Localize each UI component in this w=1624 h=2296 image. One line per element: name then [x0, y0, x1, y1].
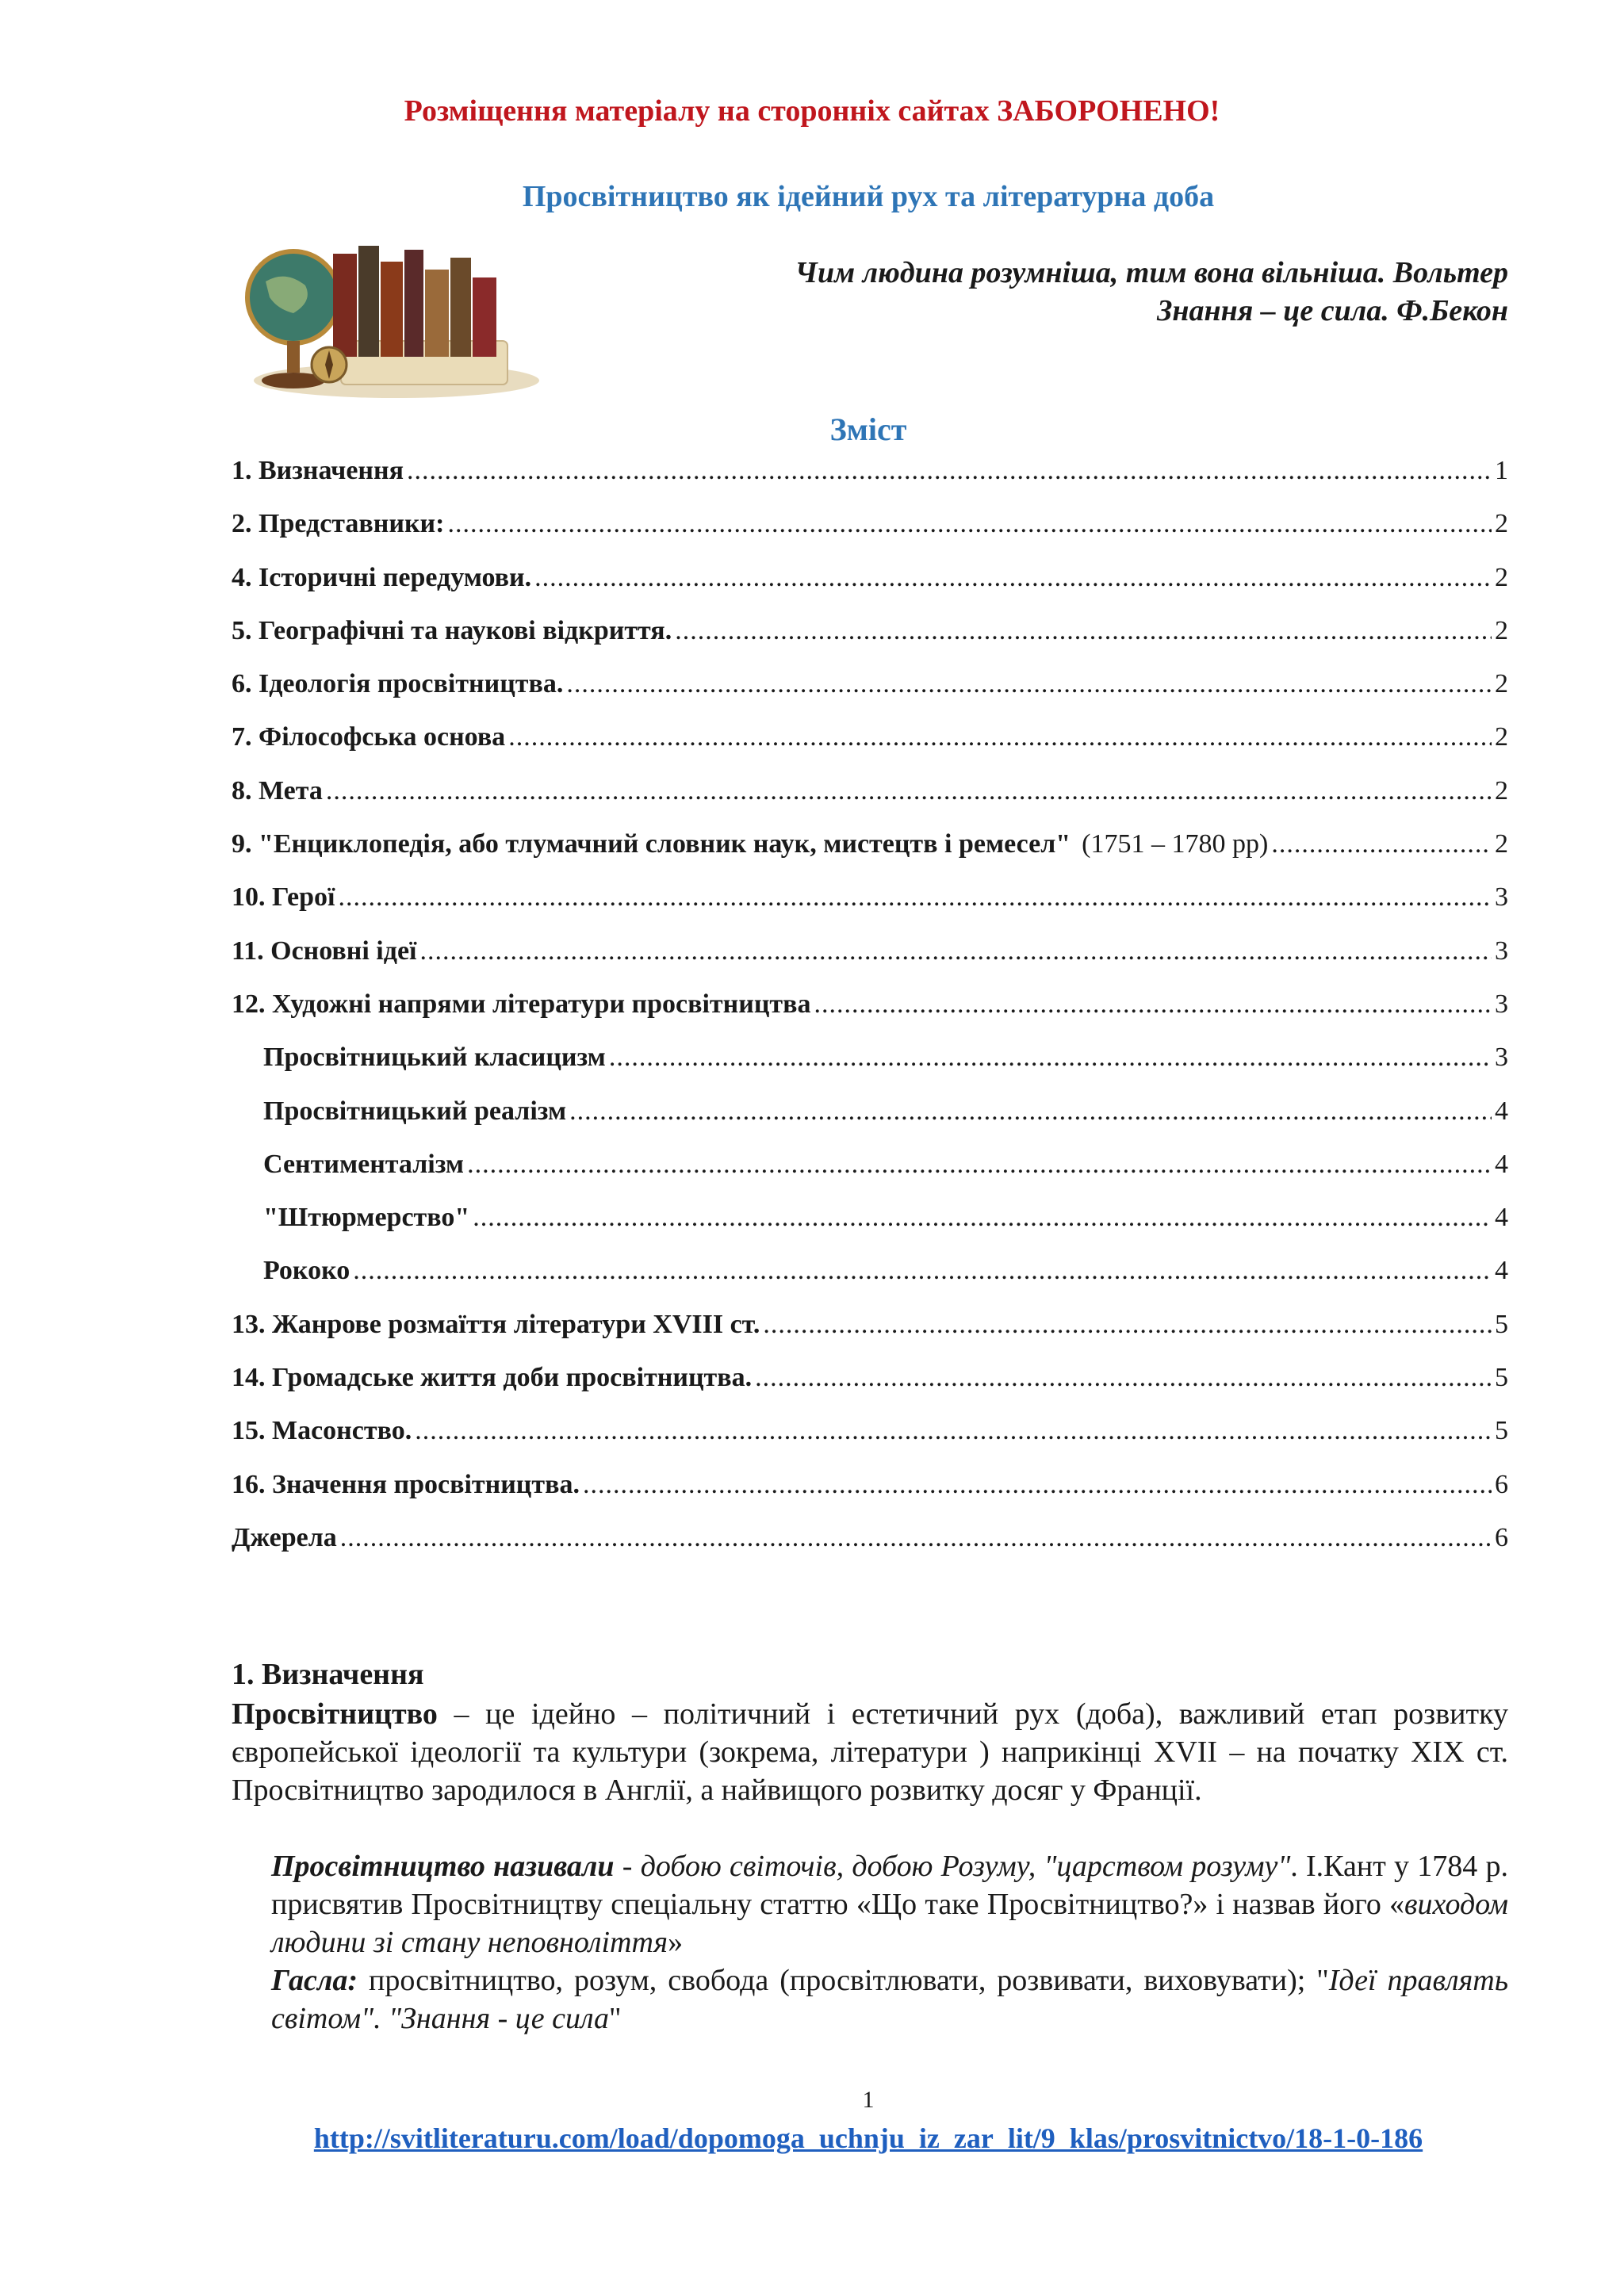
book-spine: [333, 254, 357, 357]
toc-page-number: 3: [1495, 989, 1508, 1019]
toc-page-number: 3: [1495, 882, 1508, 913]
toc-leader-dots: [353, 1244, 1492, 1297]
toc-leader-dots: [1271, 817, 1492, 871]
term-called: Просвітництво називали: [271, 1850, 615, 1883]
toc-leader-dots: [763, 1298, 1492, 1351]
slogans-end: ": [608, 2002, 622, 2035]
toc-page-number: 5: [1495, 1363, 1508, 1393]
quote-voltaire: Чим людина розумніша, тим вона вільніша. Вольтер: [795, 256, 1508, 289]
toc-entry[interactable]: [232, 710, 1508, 763]
toc-entry[interactable]: [232, 871, 1508, 924]
toc-entry[interactable]: [232, 1458, 1508, 1511]
toc-leader-dots: [447, 497, 1492, 550]
toc-subentry[interactable]: [232, 1031, 1508, 1084]
toc-entry[interactable]: [232, 764, 1508, 817]
page-number: 1: [862, 2087, 875, 2113]
toc-entry[interactable]: [232, 497, 1508, 550]
kant-quote: виходом людини зі стану неповноліття: [271, 1888, 1508, 1959]
dash: -: [614, 1850, 641, 1883]
toc-entry-label: 12. Художні напрями літератури просвітництва: [232, 989, 811, 1019]
toc-entry[interactable]: [232, 924, 1508, 978]
book-spine: [473, 277, 496, 357]
term-slogans: Гасла:: [271, 1964, 358, 1997]
toc-entry-label: 4. Історичні передумови.: [232, 562, 532, 592]
book-spine: [425, 270, 449, 357]
toc-leader-dots: [609, 1031, 1492, 1084]
slogans-paragraph: [271, 1961, 1508, 2038]
toc-leader-dots: [467, 1138, 1492, 1191]
toc-page-number: 2: [1495, 722, 1508, 752]
toc-entry-label: 2. Представники:: [232, 509, 445, 539]
toc-leader-dots: [534, 551, 1492, 604]
definition-paragraph: [232, 1695, 1508, 1809]
slogans-italic: Ідеї правлять світом". "Знання - це сила: [271, 1964, 1508, 2035]
toc-entry[interactable]: [232, 657, 1508, 710]
toc-page-number: 1: [1495, 456, 1508, 485]
toc-subentry[interactable]: [232, 1085, 1508, 1138]
copyright-warning: Розміщення матеріалу на сторонніх сайтах ЗАБОРОНЕНО!: [404, 94, 1220, 128]
toc-entry-label: 5. Географічні та наукові відкриття.: [232, 615, 672, 645]
toc-entry-label: Рококо: [263, 1256, 350, 1286]
toc-entry-label: Сентименталізм: [263, 1149, 465, 1179]
names-italic: добою світочів, добою Розуму, "царством розуму": [640, 1850, 1291, 1883]
toc-page-number: 2: [1495, 775, 1508, 806]
toc-entry-label: Джерела: [232, 1522, 337, 1552]
toc-entry[interactable]: [232, 817, 1508, 871]
toc-leader-dots: [814, 978, 1492, 1031]
toc-entry[interactable]: [232, 1298, 1508, 1351]
quote-bacon: Знання – це сила. Ф.Бекон: [1157, 294, 1508, 327]
toc-leader-dots: [583, 1458, 1492, 1511]
toc-entry-label: Просвітницький реалізм: [263, 1096, 567, 1126]
quote-close: »: [668, 1926, 684, 1959]
toc-leader-dots: [755, 1351, 1492, 1404]
toc-leader-dots: [508, 710, 1492, 763]
toc-page-number: 2: [1495, 615, 1508, 645]
toc-entry-label: Просвітницький класицизм: [263, 1043, 606, 1073]
toc-entry-label: 13. Жанрове розмаїття літератури XVIII ст.: [232, 1309, 760, 1339]
books-globe-illustration: [238, 222, 539, 409]
kant-text: . І.Кант у 1784 р. присвятив Просвітництву спеціальну статтю «Що таке Просвітництво?» і назвав його «: [271, 1850, 1509, 1921]
book-spine: [450, 258, 471, 357]
toc-page-number: 4: [1495, 1096, 1508, 1126]
toc-entry-label: 8. Мета: [232, 775, 323, 806]
toc-page-number: 4: [1495, 1203, 1508, 1233]
book-spine: [358, 246, 379, 357]
toc-entry-dates: (1751 – 1780 рр): [1082, 829, 1269, 859]
toc-entry-label: 11. Основні ідеї: [232, 936, 417, 966]
toc-leader-dots: [340, 1511, 1492, 1564]
toc-leader-dots: [675, 604, 1492, 657]
toc-leader-dots: [419, 924, 1492, 978]
toc-page-number: 3: [1495, 1043, 1508, 1073]
toc-entry[interactable]: [232, 1351, 1508, 1404]
toc-heading: Зміст: [829, 411, 907, 447]
toc-subentry[interactable]: [232, 1138, 1508, 1191]
toc-subentry[interactable]: [232, 1244, 1508, 1297]
toc-page-number: 3: [1495, 936, 1508, 966]
toc-page-number: 6: [1495, 1469, 1508, 1499]
toc-entry-label: 1. Визначення: [232, 456, 404, 485]
toc-entry-label: 7. Філософська основа: [232, 722, 506, 752]
definition-text: – це ідейно – політичний і естетичний рух (доба), важливий етап розвитку європейської ідеології та культури (зокрема, літератури ) наприкінці XVII – на початку XIX ст. Просвітництво зародилося в Англії, а найвищого розвитку досяг у Франції.: [232, 1697, 1508, 1807]
toc-leader-dots: [415, 1404, 1492, 1457]
toc-entry-label: 6. Ідеологія просвітництва.: [232, 669, 564, 699]
document-title: Просвітництво як ідейний рух та літературна доба: [522, 180, 1215, 213]
toc-entry-label: 15. Масонство.: [232, 1416, 412, 1446]
toc-page-number: 6: [1495, 1522, 1508, 1552]
table-of-contents: [232, 444, 1508, 1564]
toc-page-number: 2: [1495, 509, 1508, 539]
toc-entry[interactable]: [232, 1404, 1508, 1457]
toc-leader-dots: [339, 871, 1492, 924]
toc-subentry[interactable]: [232, 1191, 1508, 1244]
toc-page-number: 5: [1495, 1309, 1508, 1339]
toc-entry[interactable]: [232, 444, 1508, 497]
names-paragraph: [271, 1847, 1508, 1961]
toc-entry-label: 14. Громадське життя доби просвітництва.: [232, 1363, 753, 1393]
toc-page-number: 5: [1495, 1416, 1508, 1446]
term-enlightenment: Просвітництво: [232, 1697, 438, 1731]
toc-page-number: 2: [1495, 829, 1508, 859]
toc-entry[interactable]: [232, 978, 1508, 1031]
toc-entry-label: "Штюрмерство": [263, 1203, 470, 1233]
toc-leader-dots: [407, 444, 1492, 497]
book-spine: [404, 250, 423, 357]
toc-entry-label: 9. "Енциклопедія, або тлумачний словник наук, мистецтв і ремесел": [232, 829, 1071, 859]
toc-entry[interactable]: [232, 551, 1508, 604]
source-link[interactable]: http://svitliteraturu.com/load/dopomoga_uchnju_iz_zar_lit/9_klas/prosvitnictvo/18-1-0-186: [313, 2122, 1423, 2154]
slogans-text: просвітництво, розум, свобода (просвітлювати, розвивати, виховувати); ": [358, 1964, 1329, 1997]
toc-leader-dots: [473, 1191, 1492, 1244]
toc-entry-label: 16. Значення просвітництва.: [232, 1469, 580, 1499]
book-spine: [381, 262, 403, 357]
toc-entry[interactable]: [232, 604, 1508, 657]
toc-page-number: 2: [1495, 562, 1508, 592]
section-heading-definition: 1. Визначення: [232, 1658, 424, 1691]
toc-leader-dots: [569, 1085, 1492, 1138]
toc-leader-dots: [326, 764, 1492, 817]
toc-page-number: 2: [1495, 669, 1508, 699]
toc-page-number: 4: [1495, 1149, 1508, 1179]
toc-page-number: 4: [1495, 1256, 1508, 1286]
toc-leader-dots: [566, 657, 1492, 710]
toc-entry[interactable]: [232, 1511, 1508, 1564]
toc-entry-label: 10. Герої: [232, 882, 335, 913]
